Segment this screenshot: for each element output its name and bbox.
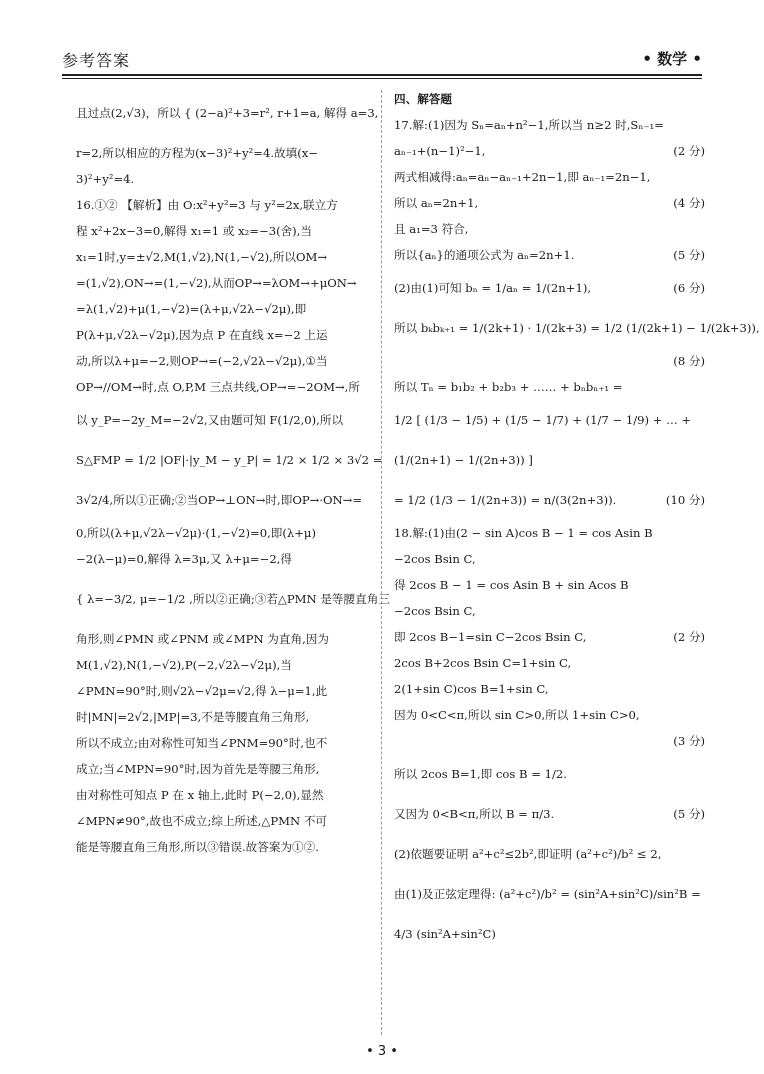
score-label: (4 分) bbox=[673, 196, 705, 210]
page-number: • 3 • bbox=[366, 1044, 398, 1059]
line-text: 17.解:(1)因为 Sₙ=aₙ+n²−1,所以当 n≥2 时,Sₙ₋₁= bbox=[394, 118, 664, 132]
left-text-line: { λ=−3/2, μ=−1/2 ,所以②正确;③若△PMN 是等腰直角三 bbox=[76, 592, 390, 606]
left-text-line: r=2,所以相应的方程为(x−3)²+y²=4.故填(x− bbox=[76, 146, 319, 160]
right-text-line bbox=[394, 794, 705, 834]
right-text-line bbox=[394, 400, 705, 440]
header-title: 参考答案 bbox=[62, 51, 131, 70]
left-text-line: 动,所以λ+μ=−2,则OP→=(−2,√2λ−√2μ),①当 bbox=[76, 354, 328, 368]
right-text-line bbox=[394, 164, 705, 190]
line-text: 所以 aₙ=2n+1, bbox=[394, 196, 479, 210]
left-text-line: =λ(1,√2)+μ(1,−√2)=(λ+μ,√2λ−√2μ),即 bbox=[76, 302, 307, 316]
left-text-line: x₁=1时,y=±√2,M(1,√2),N(1,−√2),所以OM→ bbox=[76, 250, 328, 264]
right-text-line bbox=[394, 520, 705, 546]
right-text-line bbox=[394, 572, 705, 598]
right-text-line bbox=[394, 834, 705, 874]
right-column bbox=[394, 86, 760, 954]
header-rule-thin bbox=[62, 78, 702, 79]
line-text: 得 2cos B − 1 = cos Asin B + sin Acos B bbox=[394, 578, 629, 592]
line-text: (1/(2n+1) − 1/(2n+3)) ] bbox=[394, 453, 533, 467]
right-text-line bbox=[394, 650, 705, 676]
left-text-line: ∠MPN≠90°,故也不成立;综上所述,△PMN 不可 bbox=[76, 814, 328, 828]
line-text: 4/3 (sin²A+sin²C) bbox=[394, 927, 496, 941]
score-label: (3 分) bbox=[673, 734, 705, 748]
line-text: 两式相减得:aₙ=aₙ−aₙ₋₁+2n−1,即 aₙ₋₁=2n−1, bbox=[394, 170, 651, 184]
line-text: (2)由(1)可知 bₙ = 1/aₙ = 1/(2n+1), bbox=[394, 281, 592, 295]
left-text-line: 成立;当∠MPN=90°时,因为首先是等腰三角形, bbox=[76, 762, 320, 776]
score-label: (8 分) bbox=[673, 354, 705, 368]
score-label: (10 分) bbox=[665, 493, 705, 507]
line-text: 即 2cos B−1=sin C−2cos Bsin C, bbox=[394, 630, 587, 644]
score-label: (6 分) bbox=[673, 281, 705, 295]
right-text-line bbox=[394, 374, 705, 400]
line-text: 又因为 0<B<π,所以 B = π/3. bbox=[394, 807, 555, 821]
left-text-line: 角形,则∠PMN 或∠PNM 或∠MPN 为直角,因为 bbox=[76, 632, 329, 646]
right-text-line bbox=[394, 914, 705, 954]
right-text-line bbox=[394, 598, 705, 624]
right-text-line bbox=[394, 216, 705, 242]
right-text-line bbox=[394, 624, 705, 650]
right-text-line bbox=[394, 480, 705, 520]
left-text-line: =(1,√2),ON→=(1,−√2),从而OP→=λOM→+μON→ bbox=[76, 276, 357, 290]
right-text-line bbox=[394, 440, 705, 480]
left-text-line: 由对称性可知点 P 在 x 轴上,此时 P(−2,0),显然 bbox=[76, 788, 324, 802]
left-text-line: −2(λ−μ)=0,解得 λ=3μ,又 λ+μ=−2,得 bbox=[76, 552, 293, 566]
score-label: (2 分) bbox=[673, 630, 705, 644]
left-text-line: 程 x²+2x−3=0,解得 x₁=1 或 x₂=−3(舍),当 bbox=[76, 224, 312, 238]
page-header bbox=[62, 44, 702, 72]
line-text: 所以 2cos B=1,即 cos B = 1/2. bbox=[394, 767, 567, 781]
right-text-line bbox=[394, 190, 705, 216]
header-subject: • 数学 • bbox=[642, 50, 702, 68]
left-text-line: 以 y_P=−2y_M=−2√2,又由题可知 F(1/2,0),所以 bbox=[76, 413, 344, 427]
line-text: (2)依题要证明 a²+c²≤2b²,即证明 (a²+c²)/b² ≤ 2, bbox=[394, 847, 662, 861]
line-text: 2cos B+2cos Bsin C=1+sin C, bbox=[394, 656, 572, 670]
right-text-line bbox=[394, 348, 705, 374]
left-text-line: 3)²+y²=4. bbox=[76, 172, 135, 186]
left-text-line: 且过点(2,√3)，所以 { (2−a)²+3=r², r+1=a, 解得 a=3, bbox=[76, 106, 379, 120]
line-text: 1/2 [ (1/3 − 1/5) + (1/5 − 1/7) + (1/7 − 1/9) + … + bbox=[394, 413, 692, 427]
right-text-line bbox=[394, 728, 705, 754]
left-text-line: 16.①② 【解析】由 O:x²+y²=3 与 y²=2x,联立方 bbox=[76, 198, 338, 212]
column-divider bbox=[381, 90, 382, 1035]
line-text: −2cos Bsin C, bbox=[394, 552, 476, 566]
line-text: 所以{aₙ}的通项公式为 aₙ=2n+1. bbox=[394, 248, 575, 262]
left-text-line: 时|MN|=2√2,|MP|=3,不是等腰直角三角形, bbox=[76, 710, 310, 724]
line-text: 18.解:(1)由(2 − sin A)cos B − 1 = cos Asin B bbox=[394, 526, 653, 540]
right-text-line bbox=[394, 676, 705, 702]
score-label: (5 分) bbox=[673, 807, 705, 821]
left-text-line: 所以不成立;由对称性可知当∠PNM=90°时,也不 bbox=[76, 736, 328, 750]
left-text-line: S△FMP = 1/2 |OF|·|y_M − y_P| = 1/2 × 1/2 × 3√2 = bbox=[76, 453, 383, 467]
score-label: (5 分) bbox=[673, 248, 705, 262]
left-column bbox=[76, 86, 390, 860]
line-text: 四、解答题 bbox=[394, 92, 452, 106]
line-text: 2(1+sin C)cos B=1+sin C, bbox=[394, 682, 549, 696]
left-text-line: 0,所以(λ+μ,√2λ−√2μ)·(1,−√2)=0,即(λ+μ) bbox=[76, 526, 316, 540]
right-text-line bbox=[394, 268, 705, 308]
left-text-line: M(1,√2),N(1,−√2),P(−2,√2λ−√2μ),当 bbox=[76, 658, 292, 672]
line-text: 且 a₁=3 符合, bbox=[394, 222, 469, 236]
right-text-line bbox=[394, 754, 705, 794]
line-text: −2cos Bsin C, bbox=[394, 604, 476, 618]
line-text: 所以 bₖbₖ₊₁ = 1/(2k+1) · 1/(2k+3) = 1/2 (1/(2k+1) − 1/(2k+3)), bbox=[394, 321, 760, 335]
right-text-line bbox=[394, 112, 705, 138]
line-text: 因为 0<C<π,所以 sin C>0,所以 1+sin C>0, bbox=[394, 708, 640, 722]
line-text: 所以 Tₙ = b₁b₂ + b₂b₃ + …… + bₙbₙ₊₁ = bbox=[394, 380, 623, 394]
score-label: (2 分) bbox=[673, 144, 705, 158]
right-text-line bbox=[394, 702, 705, 728]
right-text-line bbox=[394, 308, 760, 348]
left-text-line: P(λ+μ,√2λ−√2μ),因为点 P 在直线 x=−2 上运 bbox=[76, 328, 328, 342]
right-text-line bbox=[394, 874, 705, 914]
line-text: = 1/2 (1/3 − 1/(2n+3)) = n/(3(2n+3)). bbox=[394, 493, 617, 507]
right-text-line bbox=[394, 242, 705, 268]
right-text-line bbox=[394, 138, 705, 164]
right-text-line bbox=[394, 546, 705, 572]
left-text-line: OP→//OM→时,点 O,P,M 三点共线,OP→=−2OM→,所 bbox=[76, 380, 360, 394]
left-text-line: 3√2/4,所以①正确;②当OP→⊥ON→时,即OP→·ON→= bbox=[76, 493, 363, 507]
header-rule-thick bbox=[62, 74, 702, 76]
right-text-line bbox=[394, 86, 705, 112]
left-text-line: 能是等腰直角三角形,所以③错误.故答案为①②. bbox=[76, 840, 319, 854]
line-text: aₙ₋₁+(n−1)²−1, bbox=[394, 144, 486, 158]
line-text: 由(1)及正弦定理得: (a²+c²)/b² = (sin²A+sin²C)/sin²B = bbox=[394, 887, 701, 901]
left-text-line: ∠PMN=90°时,则√2λ−√2μ=√2,得 λ−μ=1,此 bbox=[76, 684, 328, 698]
